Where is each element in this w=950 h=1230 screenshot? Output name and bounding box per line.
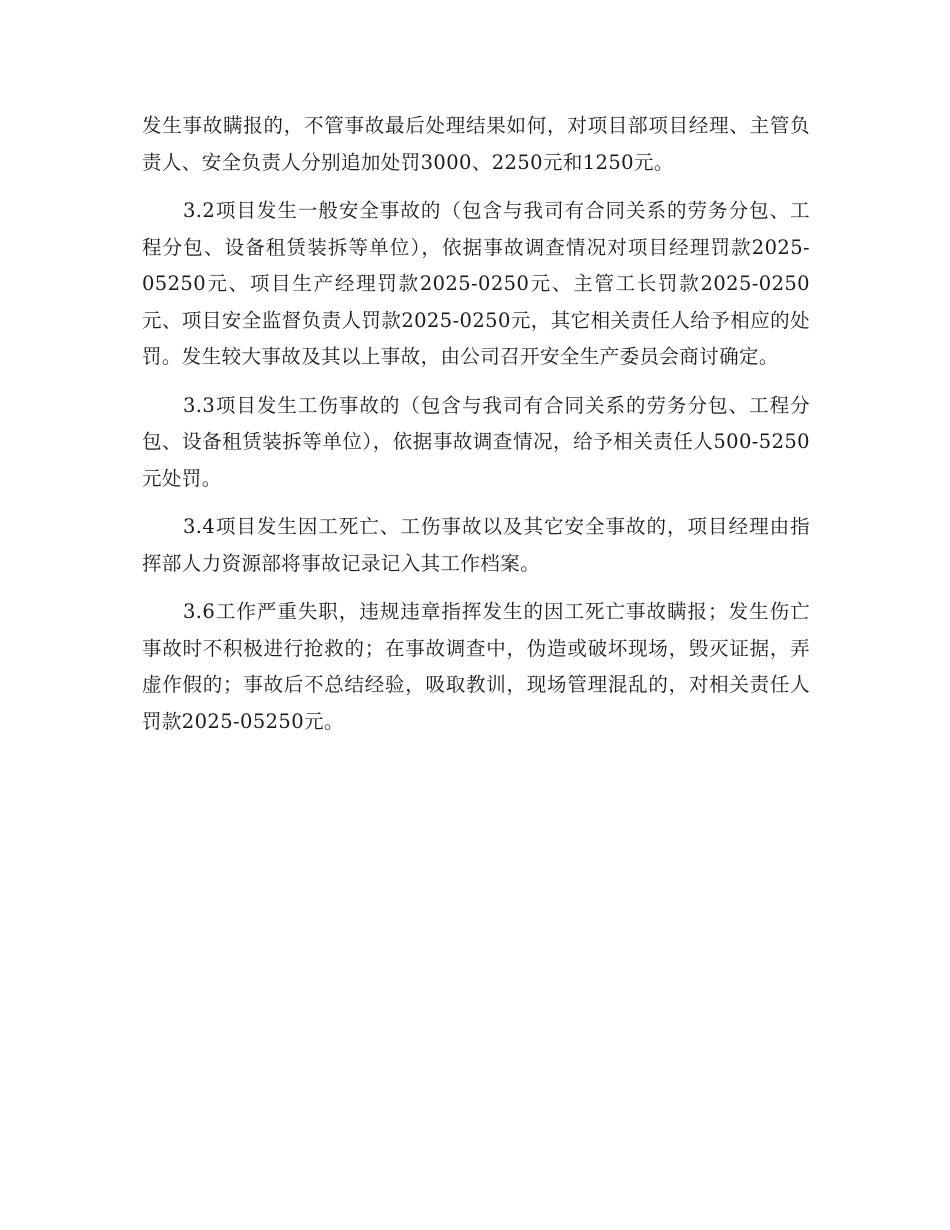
paragraph-3-2-general-accident: 3.2项目发生一般安全事故的（包含与我司有合同关系的劳务分包、工程分包、设备租赁装拆等单位），依据事故调查情况对项目经理罚款2025-05250元、项目生产经理罚款2025-0250元、主管工长罚款2025-0250元、项目安全监督负责人罚款2025-0250元，其它相关责任人给予相应的处罚。发生较大事故及其以上事故，由公司召开安全生产委员会商讨确定。 xyxy=(142,199,810,368)
paragraph-3-6-dereliction: 3.6工作严重失职，违规违章指挥发生的因工死亡事故瞒报；发生伤亡事故时不积极进行抢救的；在事故调查中，伪造或破坏现场，毁灭证据，弄虚作假的；事故后不总结经验，吸取教训，现场管理混乱的，对相关责任人罚款2025-05250元。 xyxy=(142,600,810,733)
paragraph-accident-concealment: 发生事故瞒报的，不管事故最后处理结果如何，对项目部项目经理、主管负责人、安全负责人分别追加处罚3000、2250元和1250元。 xyxy=(142,114,810,174)
paragraph-3-4-records: 3.4项目发生因工死亡、工伤事故以及其它安全事故的，项目经理由指挥部人力资源部将事故记录记入其工作档案。 xyxy=(142,515,810,575)
document-body xyxy=(142,108,810,740)
paragraph-3-3-work-injury: 3.3项目发生工伤事故的（包含与我司有合同关系的劳务分包、工程分包、设备租赁装拆等单位），依据事故调查情况，给予相关责任人500-5250元处罚。 xyxy=(142,393,810,490)
